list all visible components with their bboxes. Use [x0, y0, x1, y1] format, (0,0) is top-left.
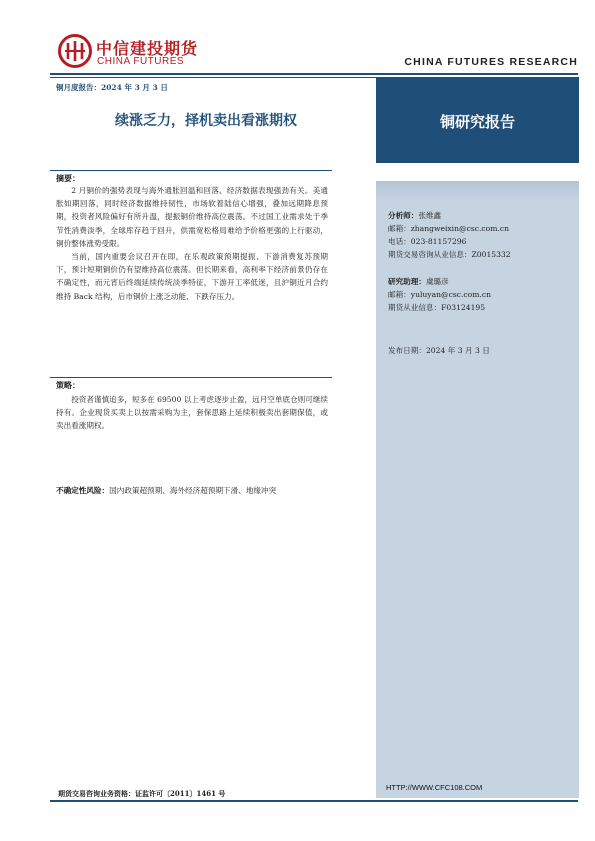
- report-date-line: 铜月度报告：2024 年 3 月 3 日: [56, 83, 168, 92]
- summary-paragraph: 当前，国内重要会议召开在即，在乐观政策预期提振、下游消费复苏预期下，预计短期铜价仍有望维持高位震荡。但长期来看，高利率下经济前景仍存在不确定性，而元宵后终端延续传统淡季特征，下游开工率低迷，且沪铜近月合约维持 Back 结构，后市铜价上涨乏动能、下跌存压力。: [56, 252, 328, 301]
- analyst-info: [388, 209, 511, 261]
- analyst-phone: 023-81157296: [410, 237, 467, 246]
- analyst-email[interactable]: zhangweixin@csc.com.cn: [410, 224, 509, 233]
- publish-date-value: 2024 年 3 月 3 日: [425, 346, 490, 355]
- strategy-body: [56, 393, 328, 433]
- logo-name-en: CHINA FUTURES: [97, 56, 185, 67]
- analyst-license: Z0015332: [471, 250, 511, 259]
- analyst-role: 分析师：: [388, 211, 419, 220]
- risk-label: 不确定性风险：: [56, 486, 110, 495]
- header-research-title: CHINA FUTURES RESEARCH: [404, 56, 578, 68]
- summary-body: [56, 184, 328, 303]
- summary-label: 摘要：: [56, 173, 80, 183]
- report-type-title: 铜研究报告: [439, 113, 515, 131]
- strategy-paragraph: 投资者谨慎追多，短多在 69500 以上考虑逐步止盈，远月空单底仓则可继续持有。企业现货买卖上以按需采购为主，套保思路上延续积极卖出套期保值，或卖出看涨期权。: [56, 395, 328, 431]
- section-divider: [50, 377, 332, 378]
- website-link[interactable]: HTTP://WWW.CFC108.COM: [386, 783, 483, 792]
- assistant-license: F03124195: [441, 303, 486, 312]
- company-logo: [58, 34, 208, 70]
- section-divider: [50, 170, 332, 171]
- header-rule: [50, 73, 578, 75]
- assistant-info: [388, 275, 491, 314]
- risk-section: [56, 484, 328, 498]
- header-rule-thin: [50, 77, 380, 78]
- assistant-role: 研究助理：: [388, 277, 426, 286]
- analyst-name: 张维鑫: [418, 211, 442, 220]
- publish-date: [388, 344, 490, 357]
- footer-license: 期货交易咨询业务资格：证监许可〔2011〕1461 号: [58, 789, 226, 798]
- logo-name-cn: 中信建投期货: [96, 39, 199, 58]
- author-panel: [376, 181, 579, 798]
- publish-date-label: 发布日期：: [388, 346, 426, 355]
- assistant-name: 虞璐彦: [425, 277, 449, 286]
- risk-text: 国内政策超预期、海外经济超预期下滑、地缘冲突: [109, 486, 277, 495]
- email-label: 邮箱：: [388, 224, 411, 233]
- strategy-label: 策略：: [56, 380, 80, 390]
- summary-paragraph: 2 月铜价的强势表现与海外通胀回温和回落、经济数据表现强劲有关。美通胀如期回落，同时经济数据维持韧性，市场软着陆信心增强，叠加远期降息预期，投资者风险偏好有所升温，提振铜价维持高位震荡。不过国工业需求处于季节性消费淡季，全球库存趋于回升，供需宽松格局难给予价格更强的上行驱动，铜价整体涨势受限。: [56, 186, 328, 248]
- report-title: 续涨乏力，择机卖出看涨期权: [115, 113, 297, 129]
- license-label: 期货交易咨询从业信息：: [388, 250, 472, 259]
- email-label: 邮箱：: [388, 290, 411, 299]
- phone-label: 电话：: [388, 237, 411, 246]
- footer-rule: [50, 800, 578, 802]
- assistant-email[interactable]: yuluyan@csc.com.cn: [410, 290, 491, 299]
- license-label: 期货从业信息：: [388, 303, 442, 312]
- logo-mark-icon: [58, 34, 92, 68]
- report-type-box: [376, 77, 579, 163]
